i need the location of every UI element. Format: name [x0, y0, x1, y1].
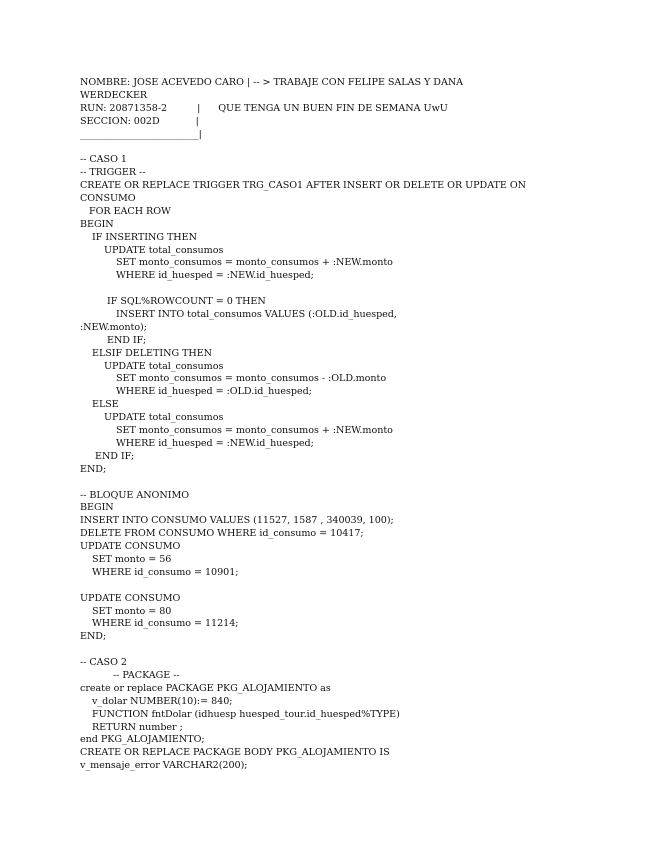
- document-line: FUNCTION fntDolar (idhuesp huesped_tour.id_huesped%TYPE): [80, 708, 400, 720]
- document-line: BEGIN: [80, 218, 114, 230]
- document-line: WHERE id_huesped = :NEW.id_huesped;: [80, 437, 314, 449]
- document-line: NOMBRE: JOSE ACEVEDO CARO | -- > TRABAJE CON FELIPE SALAS Y DANA: [80, 77, 464, 88]
- document-line: ELSE: [80, 399, 119, 411]
- document-line: BEGIN: [80, 502, 114, 514]
- document-line: SECCION: 002D |: [80, 115, 199, 127]
- document-line: RUN: 20871358-2 | QUE TENGA UN BUEN FIN DE SEMANA UwU: [80, 102, 448, 114]
- document-line: [80, 477, 640, 490]
- document-line: UPDATE total_consumos: [80, 360, 224, 372]
- document-line: create or replace PACKAGE PKG_ALOJAMIENTO as: [80, 682, 331, 694]
- document-line: END;: [80, 631, 107, 643]
- document-line: UPDATE total_consumos: [80, 412, 224, 424]
- document-line: WERDECKER: [80, 89, 148, 101]
- document-line: -- TRIGGER --: [80, 167, 146, 179]
- document-line: END IF;: [80, 450, 135, 462]
- document-line: FOR EACH ROW: [80, 205, 171, 217]
- document-line: :NEW.monto);: [80, 321, 147, 333]
- document-line: IF INSERTING THEN: [80, 231, 197, 243]
- document-line: SET monto_consumos = monto_consumos - :OLD.monto: [80, 373, 387, 385]
- document-line: v_dolar NUMBER(10):= 840;: [80, 695, 233, 707]
- document-line: SET monto = 80: [80, 605, 172, 617]
- document-line: CREATE OR REPLACE TRIGGER TRG_CASO1 AFTER INSERT OR DELETE OR UPDATE ON: [80, 180, 527, 192]
- document-line: END IF;: [80, 334, 147, 346]
- document-line: -- PACKAGE --: [80, 669, 180, 681]
- document-line: WHERE id_consumo = 11214;: [80, 618, 239, 630]
- document-line: END;: [80, 463, 107, 475]
- document-line: WHERE id_huesped = :OLD.id_huesped;: [80, 386, 312, 398]
- document-line: v_mensaje_error VARCHAR2(200);: [80, 760, 248, 772]
- document-line: SET monto_consumos = monto_consumos + :NEW.monto: [80, 425, 393, 437]
- document-line: -- CASO 2: [80, 657, 127, 669]
- document-line: -- CASO 1: [80, 154, 127, 166]
- document-line: [80, 283, 640, 296]
- document-line: INSERT INTO CONSUMO VALUES (11527, 1587 , 340039, 100);: [80, 515, 394, 527]
- document-line: SET monto = 56: [80, 553, 172, 565]
- document-line: INSERT INTO total_consumos VALUES (:OLD.id_huesped,: [80, 309, 397, 321]
- document-line: _________________________|: [80, 128, 202, 140]
- document-line: [80, 580, 640, 593]
- document-line: SET monto_consumos = monto_consumos + :NEW.monto: [80, 257, 393, 269]
- document-line: end PKG_ALOJAMIENTO;: [80, 734, 205, 746]
- document-line: RETURN number ;: [80, 721, 183, 733]
- document-line: UPDATE total_consumos: [80, 244, 224, 256]
- document-line: WHERE id_consumo = 10901;: [80, 566, 239, 578]
- document-line: CONSUMO: [80, 193, 136, 205]
- document-line: DELETE FROM CONSUMO WHERE id_consumo = 10417;: [80, 528, 364, 540]
- document-line: CREATE OR REPLACE PACKAGE BODY PKG_ALOJAMIENTO IS: [80, 747, 390, 759]
- document-line: -- BLOQUE ANONIMO: [80, 489, 190, 501]
- document-line: [80, 141, 640, 154]
- document-line: ELSIF DELETING THEN: [80, 347, 213, 359]
- document-line: [80, 644, 640, 657]
- document-line: WHERE id_huesped = :NEW.id_huesped;: [80, 270, 314, 282]
- document-line: UPDATE CONSUMO: [80, 592, 181, 604]
- document-line: UPDATE CONSUMO: [80, 541, 181, 553]
- document-line: IF SQL%ROWCOUNT = 0 THEN: [80, 296, 266, 308]
- code-document: [80, 77, 640, 773]
